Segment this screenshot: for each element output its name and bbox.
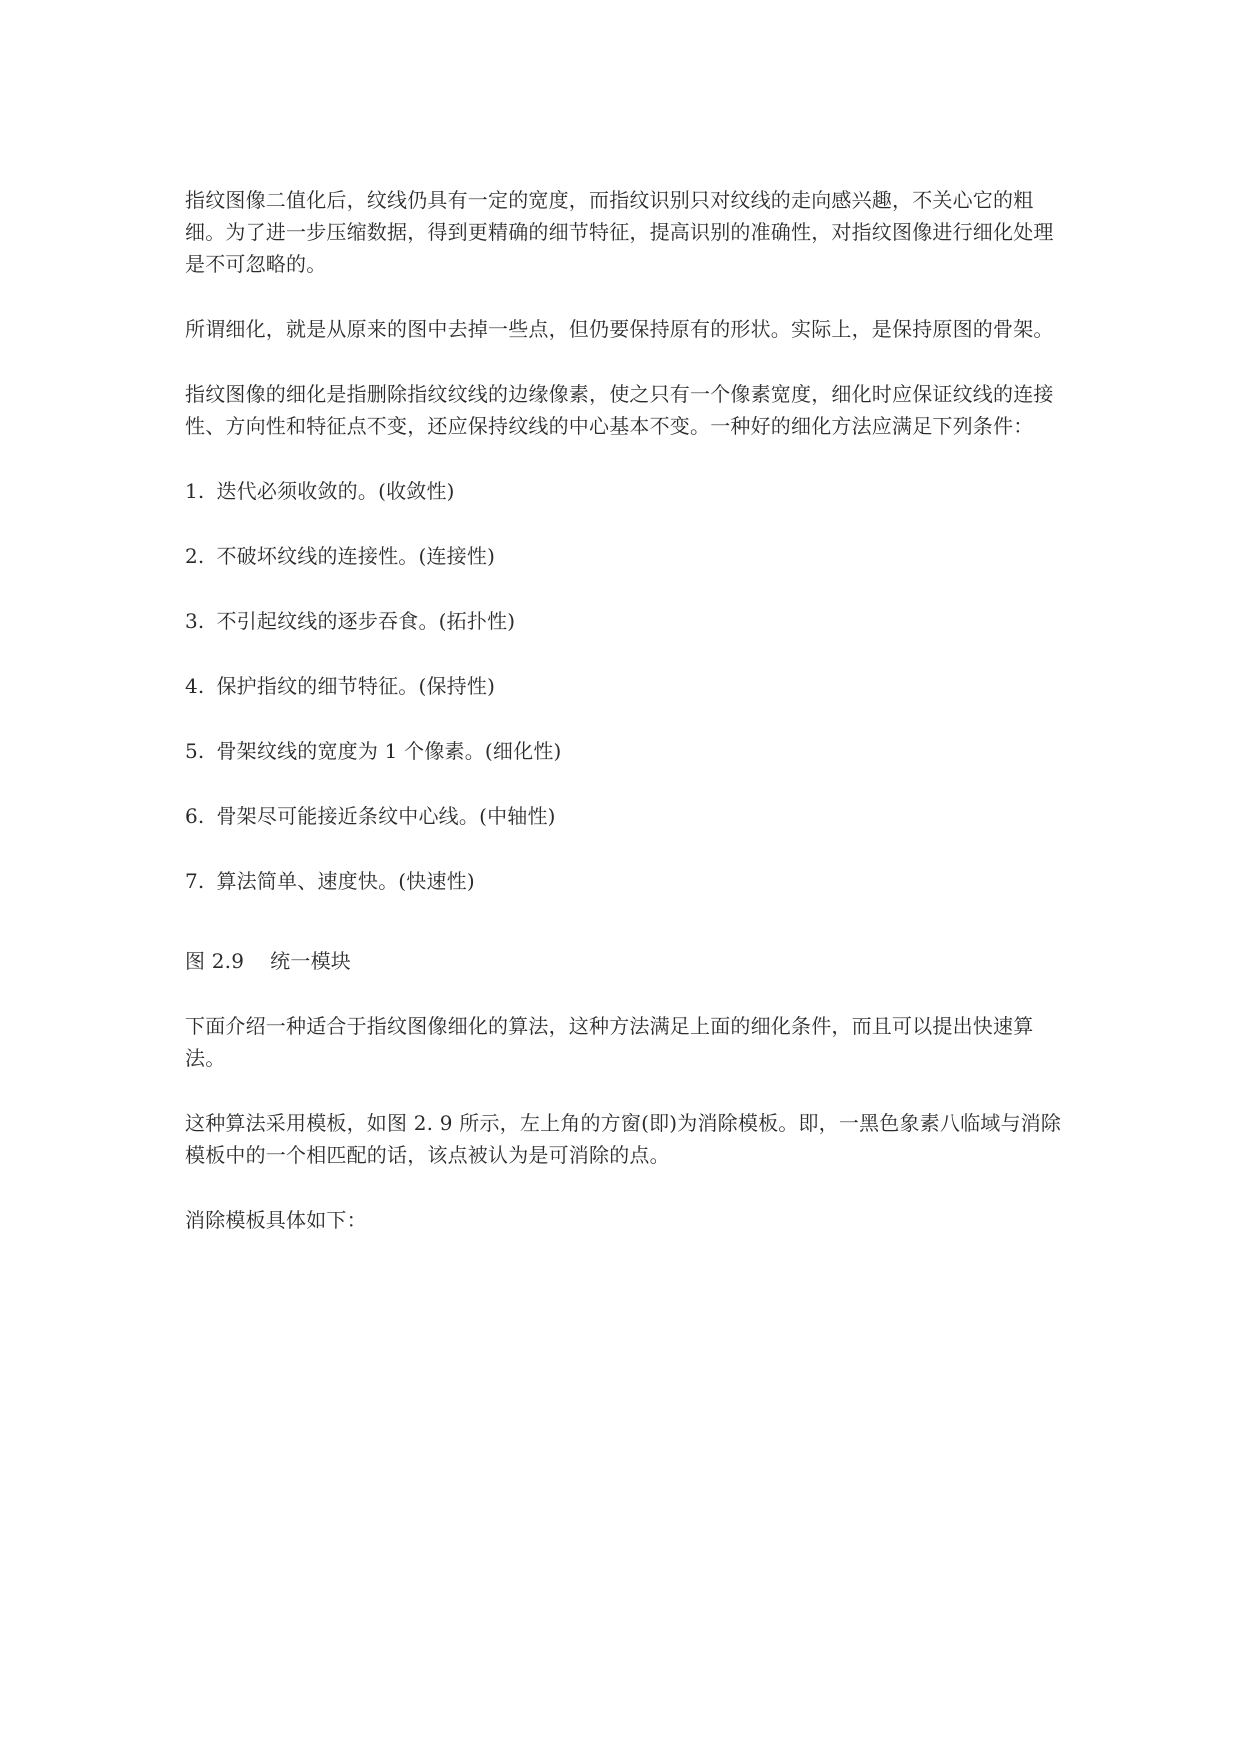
list-item-number: 3. — [185, 609, 205, 633]
list-item-text: 骨架尽可能接近条纹中心线。(中轴性) — [216, 804, 556, 828]
paragraph-template-details: 消除模板具体如下： — [185, 1208, 367, 1232]
list-item — [185, 800, 1065, 832]
list-item — [185, 605, 1065, 637]
list-item-text: 不破坏纹线的连接性。(连接性) — [216, 544, 496, 568]
list-item-text: 保护指纹的细节特征。(保持性) — [216, 674, 496, 698]
list-item-number: 2. — [185, 544, 205, 568]
figure-caption — [185, 945, 1065, 977]
list-item-text: 骨架纹线的宽度为 1 个像素。(细化性) — [216, 739, 562, 763]
list-item — [185, 735, 1065, 767]
list-item — [185, 670, 1065, 702]
list-item-text: 不引起纹线的逐步吞食。(拓扑性) — [216, 609, 516, 633]
list-item-number: 1. — [185, 479, 205, 503]
conditions-list — [185, 475, 1065, 897]
document-body — [185, 184, 1065, 1269]
list-item — [185, 865, 1065, 897]
figure-number: 图 2.9 — [185, 949, 245, 973]
paragraph-algorithm-intro: 下面介绍一种适合于指纹图像细化的算法，这种方法满足上面的细化条件，而且可以提出快速算法。 — [185, 1014, 1034, 1070]
list-item-number: 5. — [185, 739, 205, 763]
list-item — [185, 540, 1065, 572]
list-item-number: 4. — [185, 674, 205, 698]
list-item-number: 6. — [185, 804, 205, 828]
paragraph-binarization: 指纹图像二值化后，纹线仍具有一定的宽度，而指纹识别只对纹线的走向感兴趣，不关心它的粗细。为了进一步压缩数据，得到更精确的细节特征，提高识别的准确性，对指纹图像进行细化处理是不可忽略的。 — [185, 188, 1054, 276]
list-item — [185, 475, 1065, 507]
paragraph-template-description: 这种算法采用模板，如图 2. 9 所示，左上角的方窗(即)为消除模板。即，一黑色象素八临域与消除模板中的一个相匹配的话，该点被认为是可消除的点。 — [185, 1111, 1062, 1167]
list-item-number: 7. — [185, 869, 205, 893]
paragraph-thinning-requirements: 指纹图像的细化是指删除指纹纹线的边缘像素，使之只有一个像素宽度，细化时应保证纹线的连接性、方向性和特征点不变，还应保持纹线的中心基本不变。一种好的细化方法应满足下列条件： — [185, 382, 1054, 438]
list-item-text: 算法简单、速度快。(快速性) — [216, 869, 475, 893]
list-item-text: 迭代必须收敛的。(收敛性) — [216, 479, 455, 503]
figure-title: 统一模块 — [270, 949, 351, 973]
paragraph-thinning-definition: 所谓细化，就是从原来的图中去掉一些点，但仍要保持原有的形状。实际上，是保持原图的骨架。 — [185, 317, 1054, 341]
